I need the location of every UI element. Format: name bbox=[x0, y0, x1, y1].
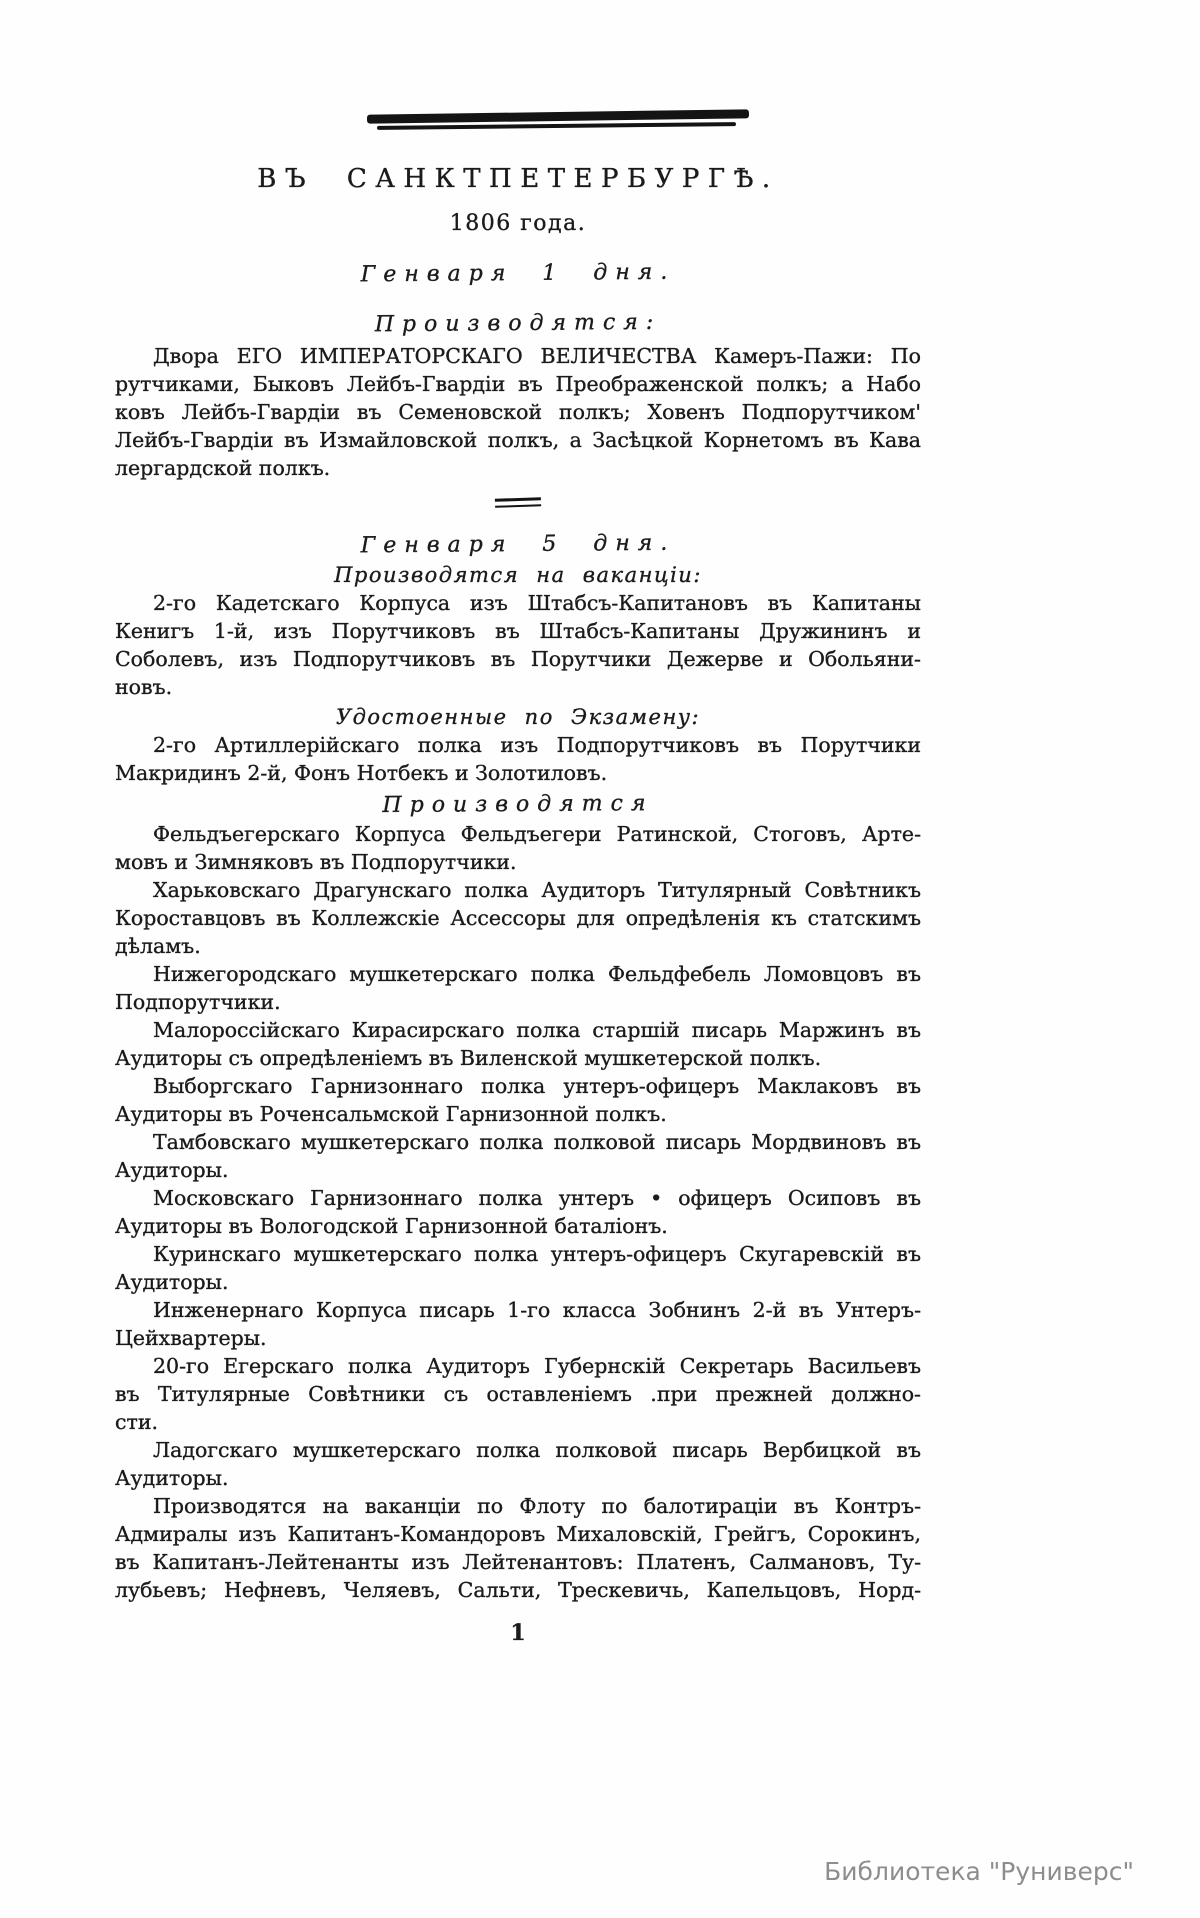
text-line: Тамбовскаго мушкетерскаго полка полковой писарь Мордвиновъ въ bbox=[153, 1130, 921, 1154]
text-line: Кенигъ 1-й, изъ Порутчиковъ въ Штабсъ-Капитаны Дружининъ и bbox=[115, 619, 921, 643]
text-line: въ Капитанъ-Лейтенанты изъ Лейтенантовъ: Платенъ, Салмановъ, Ту- bbox=[115, 1550, 921, 1574]
text-line: ковъ Лейбъ-Гвардіи въ Семеновской полкъ; Ховенъ Подпорутчиком' bbox=[115, 400, 921, 424]
paragraph bbox=[115, 1296, 921, 1352]
text-line: Аудиторы въ Роченсальмской Гарнизонной полкъ. bbox=[115, 1102, 667, 1126]
page-content bbox=[115, 0, 921, 1646]
text-line: 2-го Артиллерійскаго полка изъ Подпорутчиковъ въ Порутчики bbox=[153, 733, 921, 757]
text-line: Малороссійскаго Кирасирскаго полка старшій писарь Маржинъ въ bbox=[153, 1018, 921, 1042]
paragraph bbox=[115, 876, 921, 960]
text-line: Макридинъ 2-й, Фонъ Нотбекъ и Золотиловъ. bbox=[115, 761, 608, 785]
text-line: Московскаго Гарнизоннаго полка унтеръ • офицеръ Осиповъ въ bbox=[153, 1186, 921, 1210]
text-line: Куринскаго мушкетерскаго полка унтеръ-офицеръ Скугаревскій въ bbox=[153, 1242, 921, 1266]
paragraph bbox=[115, 342, 921, 482]
text-line: въ Титулярные Совѣтники съ оставленіемъ .при прежней должно- bbox=[115, 1382, 921, 1406]
ornamental-rule bbox=[367, 112, 749, 128]
text-line: рутчиками, Быковъ Лейбъ-Гвардіи въ Преображенской полкъ; а Набо bbox=[115, 372, 921, 396]
paragraph bbox=[115, 1016, 921, 1072]
paragraph bbox=[115, 1352, 921, 1436]
section-heading: Производятся на ваканціи: bbox=[334, 563, 702, 587]
text-line: Подпорутчики. bbox=[115, 990, 281, 1014]
paragraph bbox=[115, 1128, 921, 1184]
text-line: Аудиторы. bbox=[115, 1158, 229, 1182]
text-line: Аудиторы. bbox=[115, 1466, 229, 1490]
paragraph bbox=[115, 1240, 921, 1296]
text-line: 2-го Кадетскаго Корпуса изъ Штабсъ-Капитановъ въ Капитаны bbox=[153, 591, 921, 615]
paragraph bbox=[115, 589, 921, 701]
text-line: сти. bbox=[115, 1410, 159, 1434]
section-heading: Производятся bbox=[382, 791, 654, 818]
text-line: Аудиторы съ опредѣленіемъ въ Виленской мушкетерской полкъ. bbox=[115, 1046, 822, 1070]
text-line: Лейбъ-Гвардіи въ Измайловской полкъ, а Засѣцкой Корнетомъ въ Кава bbox=[115, 428, 921, 452]
text-line: Соболевъ, изъ Подпорутчиковъ въ Порутчики Дежерве и Обольяни- bbox=[115, 647, 921, 671]
section-heading: Генваря 5 дня. bbox=[360, 530, 676, 559]
text-line: Выборгскаго Гарнизоннаго полка унтеръ-офицеръ Маклаковъ въ bbox=[153, 1074, 921, 1098]
text-line: Харьковскаго Драгунскаго полка Аудиторъ Титулярный Совѣтникъ bbox=[153, 878, 921, 902]
text-line: Аудиторы. bbox=[115, 1270, 229, 1294]
paragraph bbox=[115, 820, 921, 876]
text-line: мовъ и Зимняковъ въ Подпорутчики. bbox=[115, 850, 517, 874]
text-line: новъ. bbox=[115, 675, 173, 699]
text-line: Короставцовъ въ Коллежскіе Ассессоры для опредѣленія къ статскимъ bbox=[115, 906, 921, 930]
text-line: Адмиралы изъ Капитанъ-Командоровъ Михаловскій, Грейгъ, Сорокинъ, bbox=[115, 1522, 921, 1546]
paragraph bbox=[115, 1184, 921, 1240]
paragraph bbox=[115, 1072, 921, 1128]
text-line: дѣламъ. bbox=[115, 934, 201, 958]
paragraph bbox=[115, 1436, 921, 1492]
rule-bar bbox=[377, 122, 736, 130]
text-line: Нижегородскаго мушкетерскаго полка Фельдфебель Ломовцовъ въ bbox=[153, 962, 921, 986]
text-line: Фельдъегерскаго Корпуса Фельдъегери Ратинской, Стоговъ, Арте- bbox=[153, 822, 921, 846]
section-heading: Производятся: bbox=[374, 309, 662, 338]
paragraph bbox=[115, 731, 921, 787]
paragraph bbox=[115, 960, 921, 1016]
text-line: Ладогскаго мушкетерскаго полка полковой писарь Вербицкой въ bbox=[153, 1438, 921, 1462]
text-line: Аудиторы въ Вологодской Гарнизонной баталіонъ. bbox=[115, 1214, 668, 1238]
text-line: лергардской полкъ. bbox=[115, 456, 331, 480]
text-line: Производятся на ваканціи по Флоту по балотираціи въ Контръ- bbox=[153, 1494, 921, 1518]
text-line: Инженернаго Корпуса писарь 1-го класса Зобнинъ 2-й въ Унтеръ- bbox=[153, 1298, 921, 1322]
page-title: ВЪ САНКТПЕТЕРБУРГѢ. bbox=[257, 164, 779, 194]
text-line: лубьевъ; Нефневъ, Челяевъ, Сальти, Трескевичь, Капельцовъ, Норд- bbox=[115, 1578, 921, 1602]
text-line: Двора ЕГО ИМПЕРАТОРСКАГО ВЕЛИЧЕСТВА Камеръ-Пажи: По bbox=[153, 344, 921, 368]
year-line: 1806 года. bbox=[449, 211, 587, 236]
section-heading: Генваря 1 дня. bbox=[360, 259, 676, 288]
text-line: Цейхвартеры. bbox=[115, 1326, 267, 1350]
section-divider bbox=[495, 497, 541, 508]
text-line: 20-го Егерскаго полка Аудиторъ Губернскій Секретарь Васильевъ bbox=[153, 1354, 921, 1378]
paragraph bbox=[115, 1492, 921, 1604]
library-watermark: Библиотека "Руниверс" bbox=[824, 1857, 1134, 1886]
section-heading: Удостоенные по Экзамену: bbox=[335, 705, 701, 729]
page-number: 1 bbox=[510, 1620, 526, 1646]
rule-bar bbox=[367, 109, 749, 123]
